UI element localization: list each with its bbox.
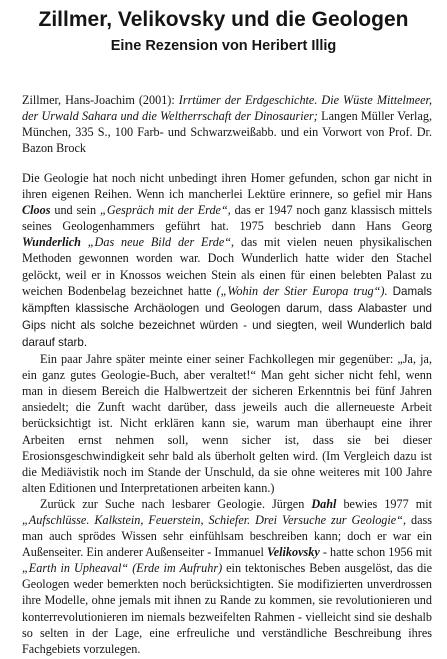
paragraph-1 bbox=[22, 170, 432, 351]
p3-text-a: Zurück zur Suche nach lesbarer Geologie. Jürgen bbox=[40, 496, 312, 511]
p1-text-d bbox=[81, 235, 88, 249]
p3-text-c: , dass man auch sprödes Wissen sehr einfühlsam beschreiben kann; doch er war ein Außenseiter. Ein anderer Außenseiter - Immanuel bbox=[22, 512, 432, 560]
p1-text-b: und sein bbox=[50, 203, 101, 218]
title-knossos: („Wohin der Stier Europa trug“). bbox=[216, 283, 388, 298]
name-velikovsky: Velikovsky bbox=[266, 545, 320, 560]
article-title: Zillmer, Velikovsky und die Geologen bbox=[38, 8, 409, 31]
name-wunderlich: Wunderlich bbox=[22, 235, 81, 250]
p1-text-e: , das mit vielen neuen physikalischen Methoden gewonnen worden war. Doch Wunderlich hatte wider den Stachel gelöckt, weil er in Knossos weichen Stein als einen für einen belebten Palast zu weichen Bodenbelag bezeichnet hatte bbox=[22, 235, 433, 298]
p3-text-b: bewies 1977 mit bbox=[336, 496, 432, 511]
p1-text-c: , das er 1947 noch ganz klassisch mittels seines Geologenhammers geführt hat. 1975 beschrieb dann Hans Georg bbox=[22, 203, 432, 234]
title-wunderlich: „Das neue Bild der Erde“ bbox=[87, 235, 232, 250]
article-subtitle: Eine Rezension von Heribert Illig bbox=[110, 38, 337, 54]
reference-details: Langen Müller Verlag, München, 335 S., 100 Farb- und Schwarzweißabb. und ein Vorwort von Prof. Dr. Bazon Brock bbox=[22, 109, 432, 155]
p1-text-a: Die Geologie hat noch nicht unbedingt ihren Homer gefunden, schon gar nicht in ihren eigenen Reihen. Wenn ich mancherlei Lektüre erinnere, so gefiel mir Hans bbox=[22, 171, 432, 202]
paragraph-3 bbox=[22, 496, 432, 657]
title-cloos: „Gespräch mit der Erde“ bbox=[100, 203, 228, 218]
reference-author: Zillmer, Hans-Joachim (2001): bbox=[22, 93, 175, 107]
name-dahl: Dahl bbox=[311, 496, 337, 511]
name-cloos: Cloos bbox=[22, 203, 51, 218]
book-reference bbox=[22, 92, 432, 156]
p3-text-d: - hatte schon 1956 mit bbox=[319, 545, 432, 560]
paragraph-2: Ein paar Jahre später meinte einer seiner Fachkollegen mir gegenüber: „Ja, ja, ein ganz gutes Geologie-Buch, aber veraltet!“ Man geht sicher nicht fehl, wenn man in diesem Bereich die Halbwertzeit der sicheren Erkenntnis bei fünf Jahren ansiedelt; die Zunft wacht darüber, dass jeweils auch die allerneueste Arbeit berücksichtigt ist. Nicht erklären kann sie, warum man überhaupt eine ihrer Arbeiten ernst nehmen soll, wenn sicher ist, dass sie bei dieser Erosionsgeschwindigkeit sehr bald als überholt gelten wird. (Im Vergleich dazu ist die Mediävistik noch im Stande der Unschuld, da sie ohne weiteres mit 100 Jahre alten Editionen und Interpretationen arbeiten kann.) bbox=[22, 352, 432, 495]
p3-text-e: ein tektonisches Beben ausgelöst, das die Geologen weder bemerkten noch berücksichtigten. Sie modifizierten unverdrossen ihre Modelle, ohne jemals mit ihnen zu Rande zu kommen, sie revolutionieren und konterrevolutionieren im niemals bezweifelten Rahmen - vielleicht sind sie deshalb so selten in der Lage, eine erfreuliche und verständliche Beschreibung ihres Fachgebiets vorzulegen. bbox=[22, 561, 432, 656]
title-velikovsky: „Earth in Upheaval“ (Erde im Aufruhr) bbox=[22, 561, 223, 576]
article-body bbox=[22, 170, 432, 657]
title-dahl: „Aufschlüsse. Kalkstein, Feuerstein, Schiefer. Drei Versuche zur Geologie“ bbox=[22, 512, 403, 527]
reference-book-title: Irrtümer der Erdgeschichte. Die Wüste Mittelmeer, der Urwald Sahara und die Weltherrschaft der Dinosaurier; bbox=[22, 93, 432, 123]
p1-text-f: Damals kämpften klassische Archäologen und Geologen darum, dass Alabaster und Gips nicht als solche bezeichnet würden - und siegten, weil Wunderlich bald darauf starb. bbox=[22, 284, 432, 349]
